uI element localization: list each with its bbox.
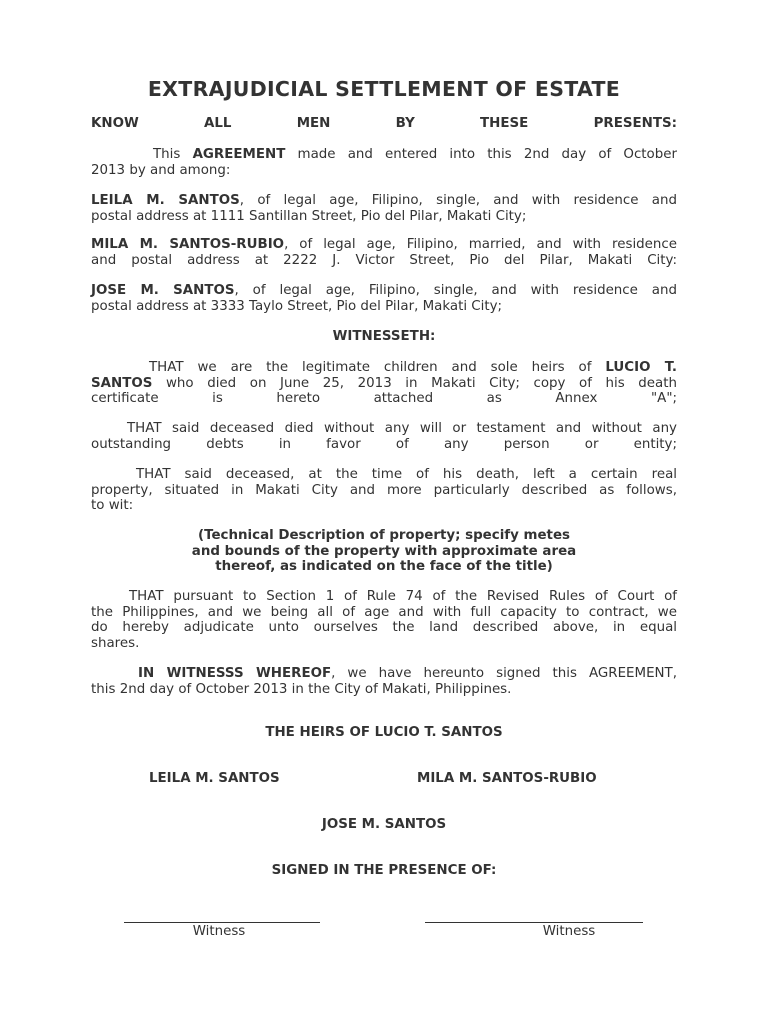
- witness-whereof-line1: , we have hereunto signed this AGREEMENT,: [331, 666, 677, 681]
- intro-line2: 2013 by and among:: [91, 162, 231, 178]
- heirs-line3: certificate is hereto attached as Annex "A";: [91, 391, 677, 407]
- witness-label-right: Witness: [542, 924, 596, 939]
- witness-signature-line-right: [425, 922, 643, 923]
- party-name: LEILA M. SANTOS: [91, 193, 240, 208]
- property-paragraph: [91, 467, 677, 514]
- decedent-name-part2: SANTOS: [91, 375, 153, 391]
- party-leila: [91, 193, 677, 224]
- property-line1: THAT said deceased, at the time of his death, left a certain real: [136, 467, 677, 482]
- party-line1: , of legal age, Filipino, single, and with residence and: [234, 283, 677, 298]
- all-word: ALL: [204, 116, 232, 131]
- party-name: JOSE M. SANTOS: [91, 283, 235, 298]
- know-word: KNOW: [91, 116, 139, 131]
- party-mila: [91, 237, 677, 268]
- party-line2: and postal address at 2222 J. Victor Street, Pio del Pilar, Makati City:: [91, 252, 677, 268]
- party-line2: postal address at 3333 Taylo Street, Pio del Pilar, Makati City;: [91, 298, 503, 314]
- property-line2: property, situated in Makati City and more particularly described as follows,: [91, 482, 677, 498]
- signatory-mila: MILA M. SANTOS-RUBIO: [417, 771, 597, 786]
- by-word: BY: [395, 116, 415, 131]
- witness-whereof-paragraph: [91, 666, 677, 697]
- party-line1: , of legal age, Filipino, married, and with residence: [284, 237, 677, 252]
- heirs-line2: who died on June 25, 2013 in Makati City; copy of his death: [165, 375, 677, 391]
- witness-whereof-bold: IN WITNESSS WHEREOF: [138, 666, 332, 681]
- party-line1: , of legal age, Filipino, single, and with residence and: [239, 193, 677, 208]
- know-all-men-line: [91, 116, 677, 132]
- witnesseth-heading: WITNESSETH:: [332, 329, 436, 344]
- heirs-line1: THAT we are the legitimate children and sole heirs of: [149, 360, 592, 375]
- men-word: MEN: [296, 116, 331, 131]
- intro-agreement-bold: AGREEMENT: [192, 147, 286, 162]
- party-name: MILA M. SANTOS-RUBIO: [91, 237, 285, 252]
- heirs-heading: THE HEIRS OF LUCIO T. SANTOS: [265, 725, 503, 740]
- signatory-leila: LEILA M. SANTOS: [149, 771, 280, 786]
- party-line2: postal address at 1111 Santillan Street, Pio del Pilar, Makati City;: [91, 208, 527, 224]
- rule74-paragraph: [91, 589, 677, 651]
- tech-desc-line1: (Technical Description of property; specify metes: [197, 528, 570, 543]
- intro-this: This: [153, 147, 181, 162]
- no-will-paragraph: [91, 421, 677, 452]
- witness-signature-line-left: [124, 922, 320, 923]
- technical-description: [0, 528, 768, 575]
- no-will-line2: outstanding debts in favor of any person or entity;: [91, 436, 677, 452]
- tech-desc-line2: and bounds of the property with approximate area: [191, 543, 577, 559]
- no-will-line1: THAT said deceased died without any will or testament and without any: [127, 421, 677, 436]
- party-jose: [91, 283, 677, 314]
- witness-whereof-line2: this 2nd day of October 2013 in the City of Makati, Philippines.: [91, 681, 512, 697]
- rule74-line4: shares.: [91, 635, 140, 651]
- intro-line1: made and entered into this 2nd day of October: [297, 147, 677, 162]
- heirs-paragraph: [91, 360, 677, 407]
- rule74-line1: THAT pursuant to Section 1 of Rule 74 of the Revised Rules of Court of: [129, 589, 677, 604]
- rule74-line2: the Philippines, and we being all of age and with full capacity to contract, we: [91, 604, 677, 620]
- property-line3: to wit:: [91, 498, 134, 514]
- witness-label-left: Witness: [192, 924, 246, 939]
- tech-desc-line3: thereof, as indicated on the face of the title): [215, 559, 553, 575]
- rule74-line3: do hereby adjudicate unto ourselves the land described above, in equal: [91, 620, 677, 636]
- document-title: EXTRAJUDICIAL SETTLEMENT OF ESTATE: [147, 77, 621, 101]
- presents-word: PRESENTS:: [593, 116, 677, 131]
- signatory-jose: JOSE M. SANTOS: [321, 817, 447, 832]
- presence-heading: SIGNED IN THE PRESENCE OF:: [271, 863, 497, 878]
- these-word: THESE: [480, 116, 529, 131]
- intro-paragraph: [91, 147, 677, 178]
- decedent-name-part1: LUCIO T.: [605, 360, 677, 375]
